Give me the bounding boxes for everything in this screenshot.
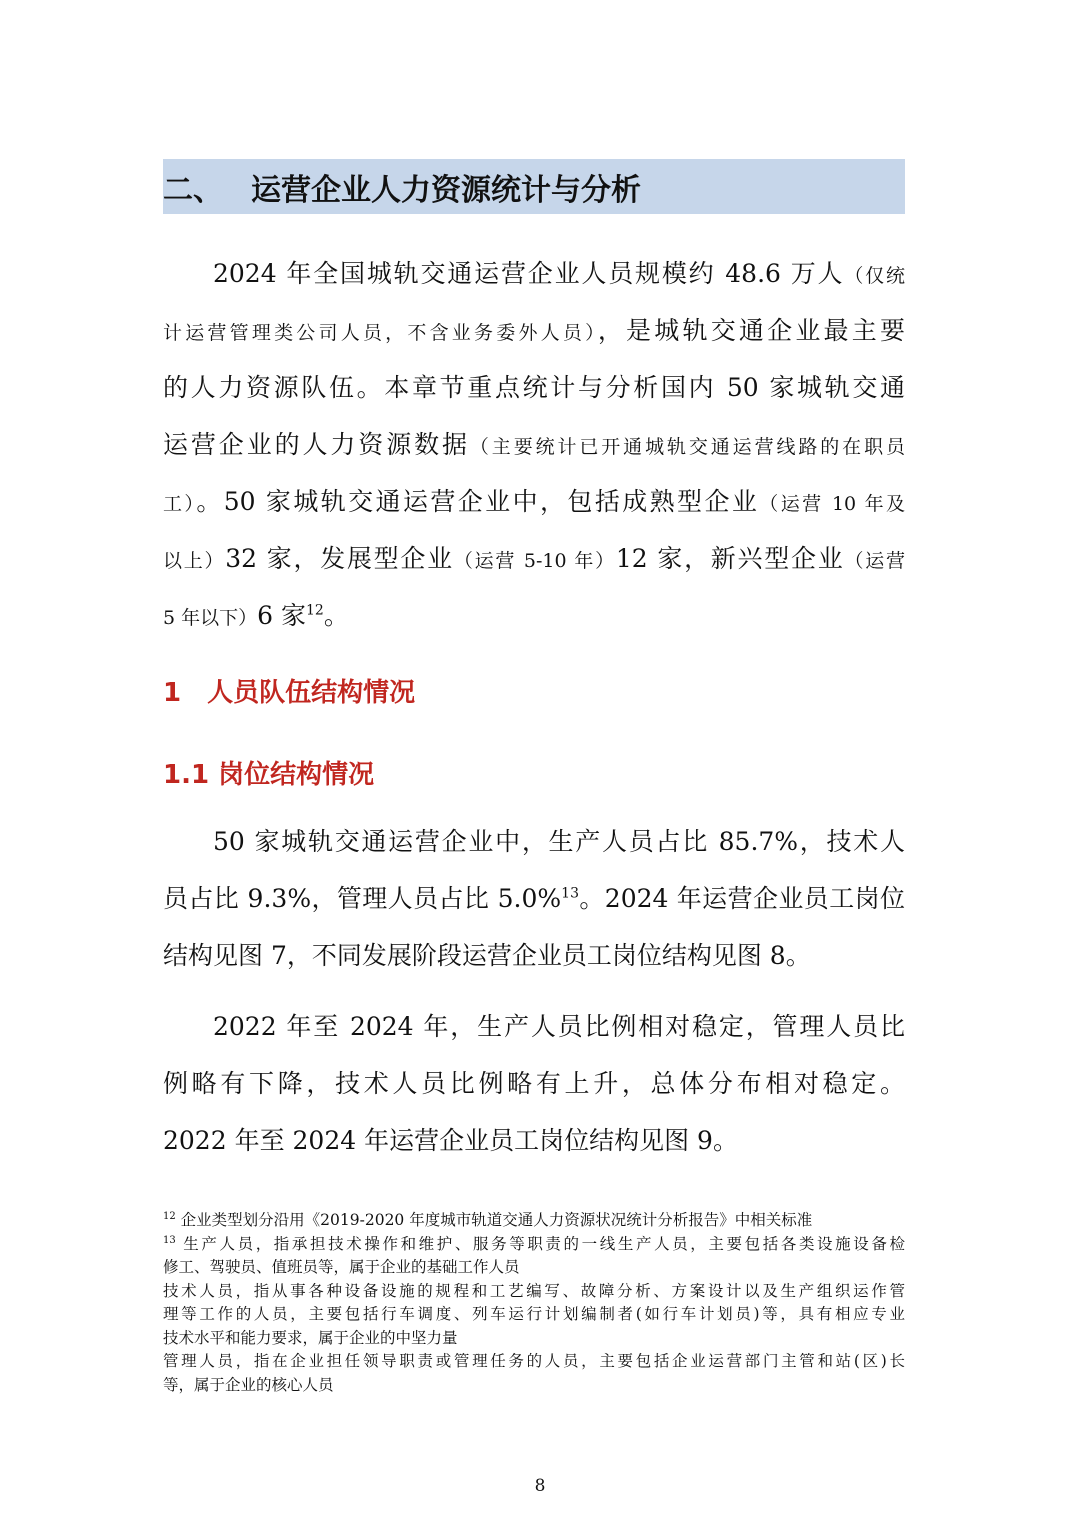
text-line: 50 家城轨交通运营企业中，生产人员占比 85.7%，技术人 — [213, 827, 905, 856]
text-line: 员占比 9.3%，管理人员占比 5.0%$^{13}$。2024 年运营企业员工岗位 — [163, 884, 906, 913]
footnote-13: $^{13}$ 生产人员，指承担技术操作和维护、服务等职责的一线生产人员，主要包括各类设施设备检 — [163, 1234, 905, 1253]
section-title: 运营企业人力资源统计与分析 — [251, 172, 641, 208]
footnote-12: $^{12}$ 企业类型划分沿用《2019-2020 年度城市轨道交通人力资源状况统计分析报告》中相关标准 — [163, 1210, 813, 1229]
text-line: 2022 年至 2024 年，生产人员比例相对稳定，管理人员比 — [213, 1012, 905, 1041]
subsection-number: 1 — [163, 678, 182, 708]
footnote-line: 等，属于企业的核心人员 — [163, 1375, 334, 1394]
text-line: 计运营管理类公司人员，不含业务委外人员），是城轨交通企业最主要 — [163, 316, 905, 345]
text-line: 2024 年全国城轨交通运营企业人员规模约 48.6 万人（仅统 — [213, 259, 905, 288]
footnotes — [163, 1209, 905, 1397]
text-line: 结构见图 7，不同发展阶段运营企业员工岗位结构见图 8。 — [163, 941, 811, 970]
footnote-line: 理等工作的人员，主要包括行车调度、列车运行计划编制者(如行车计划员)等，具有相应专业 — [163, 1305, 905, 1323]
text-line: 的人力资源队伍。本章节重点统计与分析国内 50 家城轨交通 — [163, 373, 905, 402]
text-line: 例略有下降，技术人员比例略有上升，总体分布相对稳定。 — [163, 1069, 905, 1098]
subsection-heading — [163, 672, 415, 709]
sub-subsection-heading: 1.1 岗位结构情况 — [163, 760, 375, 790]
text-line: 2022 年至 2024 年运营企业员工岗位结构见图 9。 — [163, 1126, 738, 1155]
position-structure-paragraph — [163, 813, 905, 984]
footnote-line: 管理人员，指在企业担任领导职责或管理任务的人员，主要包括企业运营部门主管和站(区)长 — [163, 1352, 905, 1370]
text-line: 以上）32 家，发展型企业（运营 5-10 年）12 家，新兴型企业（运营 — [163, 544, 905, 573]
footnote-line: 技术水平和能力要求，属于企业的中坚力量 — [163, 1328, 458, 1347]
subsection-title: 人员队伍结构情况 — [207, 678, 416, 708]
section-number: 二、 — [163, 172, 223, 208]
page-number: 8 — [534, 1476, 546, 1496]
footnote-line: 修工、驾驶员、值班员等，属于企业的基础工作人员 — [163, 1258, 520, 1276]
text-line: 5 年以下）6 家$^{12}$。 — [163, 601, 349, 630]
section-heading — [163, 159, 905, 214]
footnote-ref: 12 — [306, 602, 324, 619]
text-line: 工）。50 家城轨交通运营企业中，包括成熟型企业（运营 10 年及 — [163, 487, 905, 516]
footnote-ref: 13 — [561, 885, 579, 902]
intro-paragraph — [163, 245, 905, 644]
footnote-line: 技术人员，指从事各种设备设施的规程和工艺编写、故障分析、方案设计以及生产组织运作管 — [163, 1281, 905, 1300]
text-line: 运营企业的人力资源数据（主要统计已开通城轨交通运营线路的在职员 — [163, 430, 905, 459]
trend-paragraph — [163, 998, 905, 1169]
